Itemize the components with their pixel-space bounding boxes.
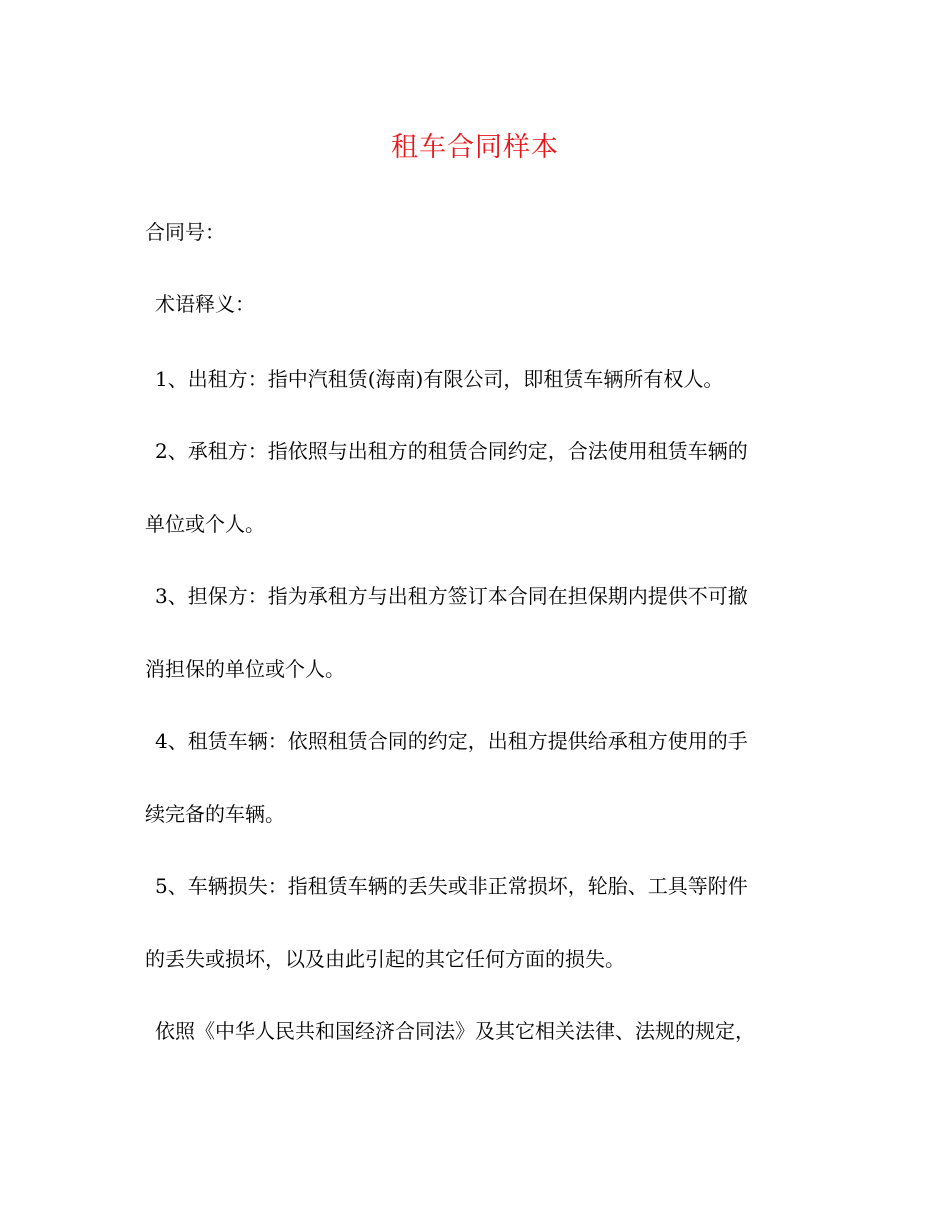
paragraph-line: 3、担保方：指为承租方与出租方签订本合同在担保期内提供不可撤 bbox=[155, 584, 748, 608]
paragraph-line: 消担保的单位或个人。 bbox=[145, 657, 345, 681]
terms-heading: 术语释义： bbox=[155, 292, 255, 316]
paragraph-line: 的丢失或损坏，以及由此引起的其它任何方面的损失。 bbox=[145, 947, 625, 971]
paragraph-line: 2、承租方：指依照与出租方的租赁合同约定，合法使用租赁车辆的 bbox=[155, 439, 748, 463]
paragraph-line: 4、租赁车辆：依照租赁合同的约定，出租方提供给承租方使用的手 bbox=[155, 729, 748, 753]
paragraph-line: 单位或个人。 bbox=[145, 512, 265, 536]
paragraph-line: 5、车辆损失：指租赁车辆的丢失或非正常损坏，轮胎、工具等附件 bbox=[155, 874, 748, 898]
document-title: 租车合同样本 bbox=[391, 132, 559, 163]
paragraph-line: 1、出租方：指中汽租赁(海南)有限公司，即租赁车辆所有权人。 bbox=[155, 367, 724, 391]
paragraph-line: 依照《中华人民共和国经济合同法》及其它相关法律、法规的规定， bbox=[155, 1019, 755, 1043]
paragraph-line: 续完备的车辆。 bbox=[145, 802, 285, 826]
contract-number-label: 合同号： bbox=[145, 220, 225, 244]
